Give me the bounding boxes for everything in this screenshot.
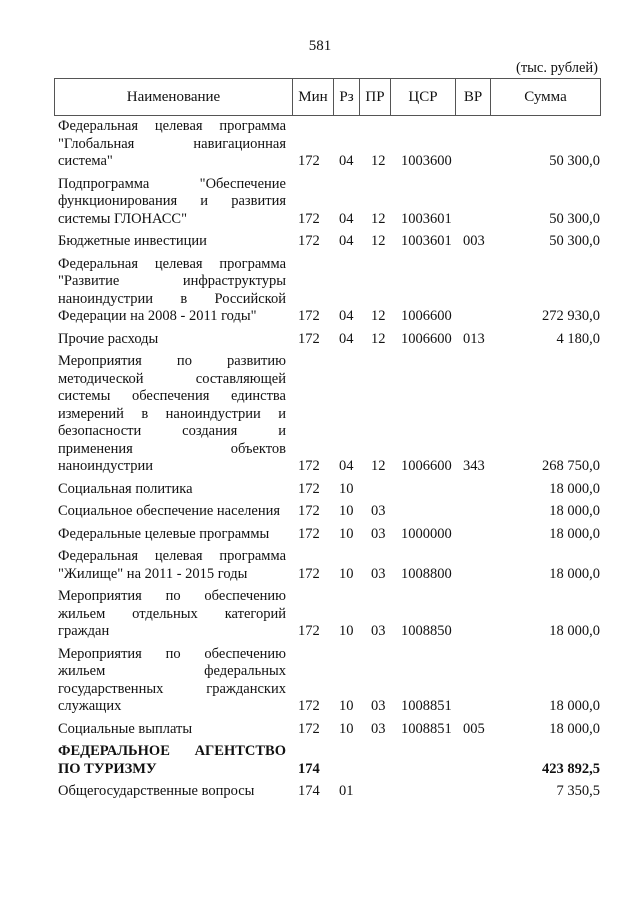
row-min: 172 (298, 210, 320, 227)
row-sum: 7 350,5 (556, 783, 600, 799)
table-row (58, 721, 600, 739)
row-sum: 50 300,0 (549, 210, 600, 227)
row-pr: 12 (371, 233, 386, 249)
row-csr: 1006600 (401, 330, 452, 347)
table-row (58, 646, 600, 716)
row-name: ФЕДЕРАЛЬНОЕ АГЕНТСТВО ПО ТУРИЗМУ (58, 743, 286, 777)
table-row (58, 526, 600, 544)
row-name: Федеральная целевая программа "Глобальная навигационная система" (58, 118, 286, 169)
row-rz: 04 (339, 308, 354, 324)
table-row (58, 743, 600, 778)
row-name: Социальная политика (58, 480, 193, 497)
row-csr: 1008800 (401, 565, 452, 582)
table-row (58, 233, 600, 251)
row-rz: 10 (339, 525, 354, 542)
row-pr: 12 (371, 458, 386, 474)
header-name: Наименование (55, 79, 293, 116)
row-min: 172 (298, 525, 320, 542)
row-min: 172 (298, 623, 320, 639)
row-pr: 03 (371, 565, 386, 582)
row-csr: 1003601 (401, 233, 452, 249)
row-sum: 272 930,0 (542, 308, 600, 324)
row-name: Социальные выплаты (58, 720, 193, 737)
row-sum: 18 000,0 (549, 565, 600, 582)
row-name: Общегосударственные вопросы (58, 783, 255, 799)
row-csr: 1003601 (401, 210, 452, 227)
row-name: Прочие расходы (58, 330, 159, 347)
table-row (58, 503, 600, 521)
row-sum: 268 750,0 (542, 458, 600, 474)
row-name: Мероприятия по развитию методической составляющей системы обеспечения единства измерений в наноиндустрии и безопасности создания и применения объектов наноиндустрии (58, 353, 286, 474)
header-pr: ПР (360, 79, 391, 116)
header-vr: ВР (456, 79, 491, 116)
row-sum: 18 000,0 (549, 698, 600, 714)
row-pr: 12 (371, 210, 386, 227)
row-rz: 10 (339, 720, 354, 737)
table-row (58, 331, 600, 349)
row-pr: 03 (371, 525, 386, 542)
row-rz: 10 (339, 565, 354, 582)
row-sum: 4 180,0 (556, 330, 600, 347)
table-row (58, 481, 600, 499)
row-sum: 50 300,0 (549, 153, 600, 169)
row-csr: 1000000 (401, 525, 452, 542)
row-rz: 04 (339, 330, 354, 347)
header-min: Мин (293, 79, 334, 116)
row-min: 174 (298, 783, 320, 799)
row-pr: 12 (371, 153, 386, 169)
header-rz: Рз (334, 79, 360, 116)
row-min: 172 (298, 153, 320, 169)
row-sum: 18 000,0 (549, 503, 600, 519)
row-name: Федеральная целевая программа "Жилище" на 2011 - 2015 годы (58, 548, 286, 582)
row-min: 172 (298, 503, 320, 519)
table-row (58, 783, 600, 801)
table-row (58, 118, 600, 171)
row-csr: 1006600 (401, 308, 452, 324)
row-min: 172 (298, 308, 320, 324)
row-sum: 18 000,0 (549, 623, 600, 639)
table-row (58, 588, 600, 641)
row-sum: 423 892,5 (542, 760, 600, 777)
row-name: Федеральная целевая программа "Развитие инфраструктуры наноиндустрии в Российской Федерации на 2008 - 2011 годы" (58, 255, 286, 324)
row-min: 172 (298, 720, 320, 737)
table-row (58, 256, 600, 326)
row-rz: 04 (339, 233, 354, 249)
row-csr: 1006600 (401, 458, 452, 474)
table-row (58, 548, 600, 583)
row-pr: 12 (371, 330, 386, 347)
row-rz: 10 (339, 480, 354, 497)
row-sum: 18 000,0 (549, 525, 600, 542)
row-pr: 03 (371, 720, 386, 737)
row-pr: 03 (371, 623, 386, 639)
row-csr: 1008851 (401, 698, 452, 714)
header-csr: ЦСР (391, 79, 456, 116)
row-pr: 12 (371, 308, 386, 324)
table-body (58, 118, 600, 806)
row-min: 172 (298, 330, 320, 347)
units-label: (тыс. рублей) (516, 60, 598, 76)
row-min: 174 (298, 760, 320, 777)
row-vr: 343 (463, 458, 485, 474)
row-name: Мероприятия по обеспечению жильем федеральных государственных гражданских служащих (58, 645, 286, 714)
row-pr: 03 (371, 503, 386, 519)
row-sum: 18 000,0 (549, 720, 600, 737)
row-min: 172 (298, 480, 320, 497)
row-csr: 1003600 (401, 153, 452, 169)
row-name: Бюджетные инвестиции (58, 233, 207, 249)
row-rz: 04 (339, 458, 354, 474)
row-rz: 10 (339, 503, 354, 519)
row-vr: 013 (463, 330, 485, 347)
row-min: 172 (298, 458, 320, 474)
row-min: 172 (298, 565, 320, 582)
row-pr: 03 (371, 698, 386, 714)
row-vr: 003 (463, 233, 485, 249)
row-name: Мероприятия по обеспечению жильем отдельных категорий граждан (58, 588, 286, 639)
table-row (58, 176, 600, 229)
row-min: 172 (298, 698, 320, 714)
row-rz: 01 (339, 783, 354, 799)
row-rz: 04 (339, 153, 354, 169)
row-csr: 1008851 (401, 720, 452, 737)
row-vr: 005 (463, 720, 485, 737)
row-csr: 1008850 (401, 623, 452, 639)
page-number: 581 (308, 38, 332, 54)
header-sum: Сумма (491, 79, 601, 116)
row-rz: 04 (339, 210, 354, 227)
row-sum: 18 000,0 (549, 480, 600, 497)
table-row (58, 353, 600, 476)
row-min: 172 (298, 233, 320, 249)
row-rz: 10 (339, 623, 354, 639)
row-sum: 50 300,0 (549, 233, 600, 249)
row-name: Подпрограмма "Обеспечение функционирования и развития системы ГЛОНАСС" (58, 175, 286, 227)
table-header (54, 78, 601, 116)
row-name: Социальное обеспечение населения (58, 503, 281, 519)
row-name: Федеральные целевые программы (58, 525, 270, 542)
row-rz: 10 (339, 698, 354, 714)
